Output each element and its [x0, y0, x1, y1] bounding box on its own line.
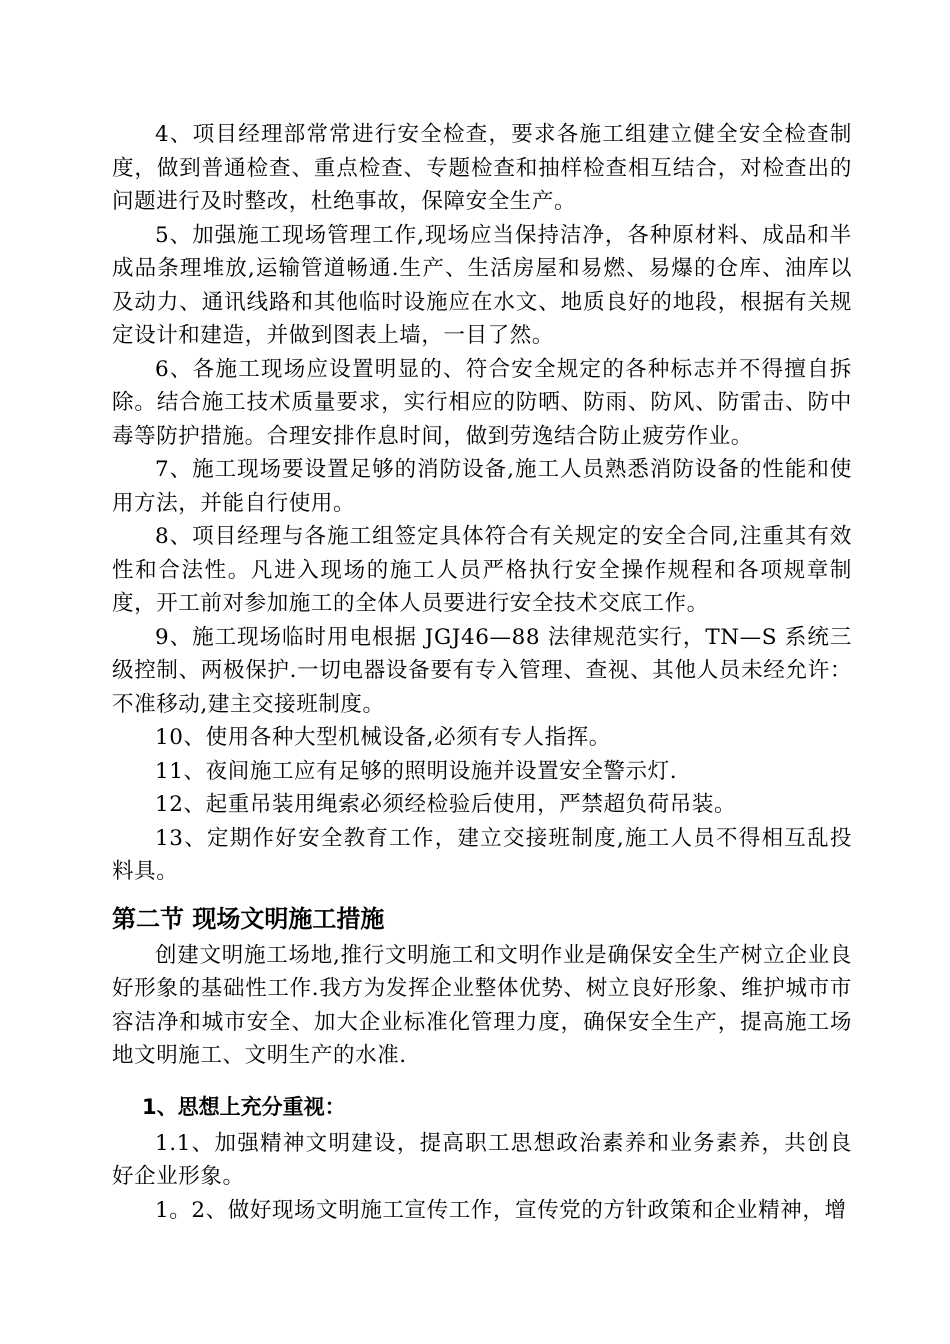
safety-item-10: 10、使用各种大型机械设备,必须有专人指挥。: [155, 725, 611, 750]
safety-item-4: 4、项目经理部常常进行安全检查，要求各施工组建立健全安全检查制度，做到普通检查、重点检查、专题检查和抽样检查相互结合，对检查出的问题进行及时整改，杜绝事故，保障安全生产。: [112, 122, 852, 214]
section-heading: 第二节 现场文明施工措施: [112, 904, 385, 933]
safety-item-8: 8、项目经理与各施工组签定具体符合有关规定的安全合同,注重其有效性和合法性。凡进入现场的施工人员严格执行安全操作规程和各项规章制度，开工前对参加施工的全体人员要进行安全技术交底工作。: [112, 524, 852, 616]
safety-item-13: 13、定期作好安全教育工作，建立交接班制度,施工人员不得相互乱投料具。: [112, 825, 852, 884]
safety-item-11: 11、夜间施工应有足够的照明设施并设置安全警示灯.: [155, 758, 678, 784]
safety-item-9: 9、施工现场临时用电根据 JGJ46—88 法律规范实行，TN—S 系统三级控制、两极保护.一切电器设备要有专入管理、查视、其他人员未经允许：不准移动,建主交接班制度。: [112, 624, 852, 717]
safety-item-5: 5、加强施工现场管理工作,现场应当保持洁净，各种原材料、成品和半成品条理堆放,运输管道畅通.生产、生活房屋和易燃、易爆的仓库、油库以及动力、通讯线路和其他临时设施应在水文、地质良好的地段，根据有关规定设计和建造，并做到图表上墙，一目了然。: [112, 222, 852, 348]
section-intro: 创建文明施工场地,推行文明施工和文明作业是确保安全生产树立企业良好形象的基础性工作.我方为发挥企业整体优势、树立良好形象、维护城市市容洁净和城市安全、加大企业标准化管理力度，确保安全生产，提高施工场地文明施工、文明生产的水准.: [112, 942, 852, 1068]
sub-item-1-1: 1.1、加强精神文明建设，提高职工思想政治素养和业务素养，共创良好企业形象。: [112, 1130, 852, 1189]
safety-item-12: 12、起重吊装用绳索必须经检验后使用，严禁超负荷吊装。: [155, 792, 737, 817]
sub-item-1-2: 1。2、做好现场文明施工宣传工作，宣传党的方针政策和企业精神，增: [155, 1197, 847, 1223]
safety-item-6: 6、各施工现场应设置明显的、符合安全规定的各种标志并不得擅自拆除。结合施工技术质量要求，实行相应的防晒、防雨、防风、防雷击、防中毒等防护措施。合理安排作息时间，做到劳逸结合防止疲劳作业。: [112, 356, 852, 449]
document-body: [112, 118, 852, 1227]
subsection-heading: 1、思想上充分重视：: [142, 1094, 346, 1119]
safety-item-7: 7、施工现场要设置足够的消防设备,施工人员熟悉消防设备的性能和使用方法，并能自行使用。: [112, 457, 852, 516]
